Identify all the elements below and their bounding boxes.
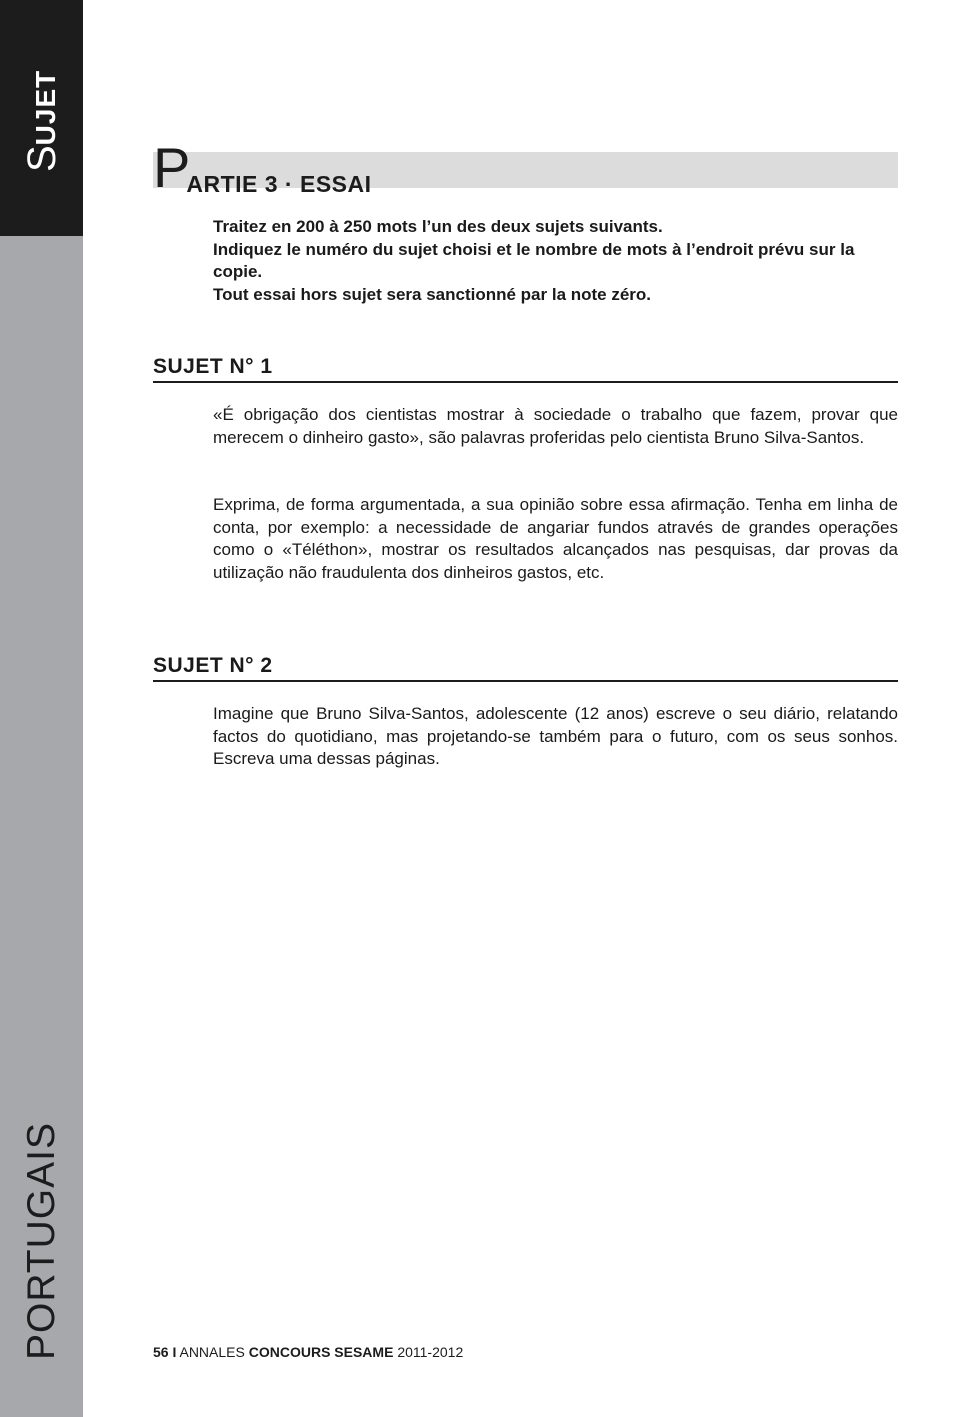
part-first-letter: P — [153, 136, 191, 199]
footer-annales: ANNALES — [179, 1344, 245, 1360]
instruction-line: Traitez en 200 à 250 mots l’un des deux sujets suivants. — [213, 217, 663, 236]
tab-rest: UJET — [30, 69, 61, 146]
sidebar — [0, 0, 83, 1417]
instruction-line: Tout essai hors sujet sera sanctionné par la note zéro. — [213, 284, 652, 304]
instruction-line: Indiquez le numéro du sujet choisi et le nombre de mots à l’endroit prévu sur la copie. — [213, 239, 855, 281]
sidebar-tab-label — [20, 69, 64, 172]
page-number: 56 — [153, 1344, 169, 1360]
tab-first-letter: S — [20, 145, 64, 172]
footer-years: 2011-2012 — [397, 1344, 464, 1360]
instructions — [213, 216, 898, 306]
sujet2-prompt: Imagine que Bruno Silva-Santos, adolescente (12 anos) escreve o seu diário, relatando factos do quotidiano, mas projetando-se também para o futuro, com os seus sonhos. Escreva uma dessas páginas. — [213, 704, 898, 768]
part-rest: ARTIE 3 · ESSAI — [186, 171, 372, 197]
subject-label: PORTUGAIS — [20, 1122, 63, 1360]
sujet1-heading: SUJET N° 1 — [153, 355, 898, 383]
footer-separator: I — [172, 1344, 177, 1360]
page-footer — [153, 1344, 463, 1360]
sujet2-heading: SUJET N° 2 — [153, 654, 898, 682]
sujet1-quote: «É obrigação dos cientistas mostrar à sociedade o trabalho que fazem, provar que merecem o dinheiro gasto», são palavras proferidas pelo cientista Bruno Silva-Santos. — [213, 405, 898, 447]
footer-concours: CONCOURS SESAME — [248, 1344, 394, 1360]
sujet1-prompt: Exprima, de forma argumentada, a sua opinião sobre essa afirmação. Tenha em linha de conta, por exemplo: a necessidade de angariar fundos através de grandes operações como o «Téléthon», mostrar os resultados alcançados nas pesquisas, dar provas da utilização não fraudulenta dos dinheiros gastos, etc. — [213, 495, 898, 582]
part-title — [153, 136, 372, 199]
